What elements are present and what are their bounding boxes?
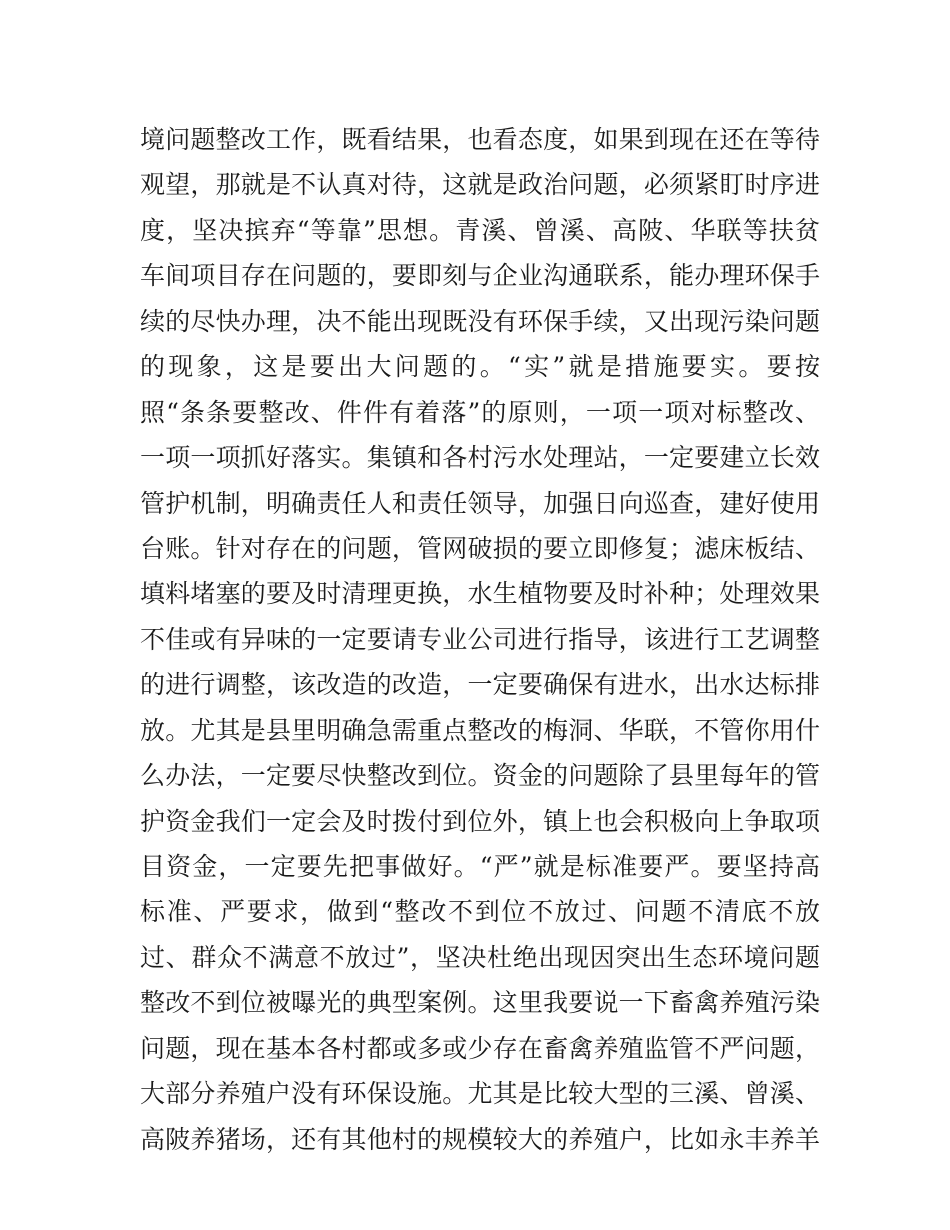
text-line: 整改不到位被曝光的典型案例。这里我要说一下畜禽养殖污染 [140, 988, 820, 1018]
text-line: 过、群众不满意不放过”，坚决杜绝出现因突出生态环境问题 [140, 942, 820, 972]
text-line: 的进行调整，该改造的改造，一定要确保有进水，出水达标排 [140, 670, 820, 700]
text-line: 问题，现在基本各村都或多或少存在畜禽养殖监管不严问题， [140, 1033, 820, 1063]
text-line: 填料堵塞的要及时清理更换，水生植物要及时补种；处理效果 [140, 579, 820, 609]
text-line: 的现象，这是要出大问题的。“实”就是措施要实。要按 [140, 352, 820, 382]
text-line: 标准、严要求，做到“整改不到位不放过、问题不清底不放 [140, 897, 820, 927]
text-line: 高陂养猪场，还有其他村的规模较大的养殖户，比如永丰养羊 [140, 1124, 820, 1154]
text-line: 管护机制，明确责任人和责任领导，加强日向巡查，建好使用 [140, 488, 820, 518]
text-line: 境问题整改工作，既看结果，也看态度，如果到现在还在等待 [140, 125, 820, 154]
text-line: 放。尤其是县里明确急需重点整改的梅洞、华联，不管你用什 [140, 715, 820, 745]
text-line: 照“条条要整改、件件有着落”的原则，一项一项对标整改、 [140, 397, 820, 427]
text-line: 台账。针对存在的问题，管网破损的要立即修复；滤床板结、 [140, 533, 820, 563]
text-line: 么办法，一定要尽快整改到位。资金的问题除了县里每年的管 [140, 761, 820, 791]
text-line: 不佳或有异味的一定要请专业公司进行指导，该进行工艺调整 [140, 624, 820, 654]
text-line: 目资金，一定要先把事做好。“严”就是标准要严。要坚持高 [140, 852, 820, 881]
text-line: 大部分养殖户没有环保设施。尤其是比较大型的三溪、曾溪、 [140, 1079, 820, 1109]
text-line: 护资金我们一定会及时拨付到位外，镇上也会积极向上争取项 [140, 806, 820, 836]
text-line: 续的尽快办理，决不能出现既没有环保手续，又出现污染问题 [140, 306, 820, 336]
text-line: 观望，那就是不认真对待，这就是政治问题，必须紧盯时序进 [140, 170, 820, 200]
text-line: 一项一项抓好落实。集镇和各村污水处理站，一定要建立长效 [140, 443, 820, 473]
body-text [140, 117, 820, 1162]
text-line: 度，坚决摈弃“等靠”思想。青溪、曾溪、高陂、华联等扶贫 [140, 215, 820, 245]
text-line: 车间项目存在问题的，要即刻与企业沟通联系，能办理环保手 [140, 261, 820, 291]
